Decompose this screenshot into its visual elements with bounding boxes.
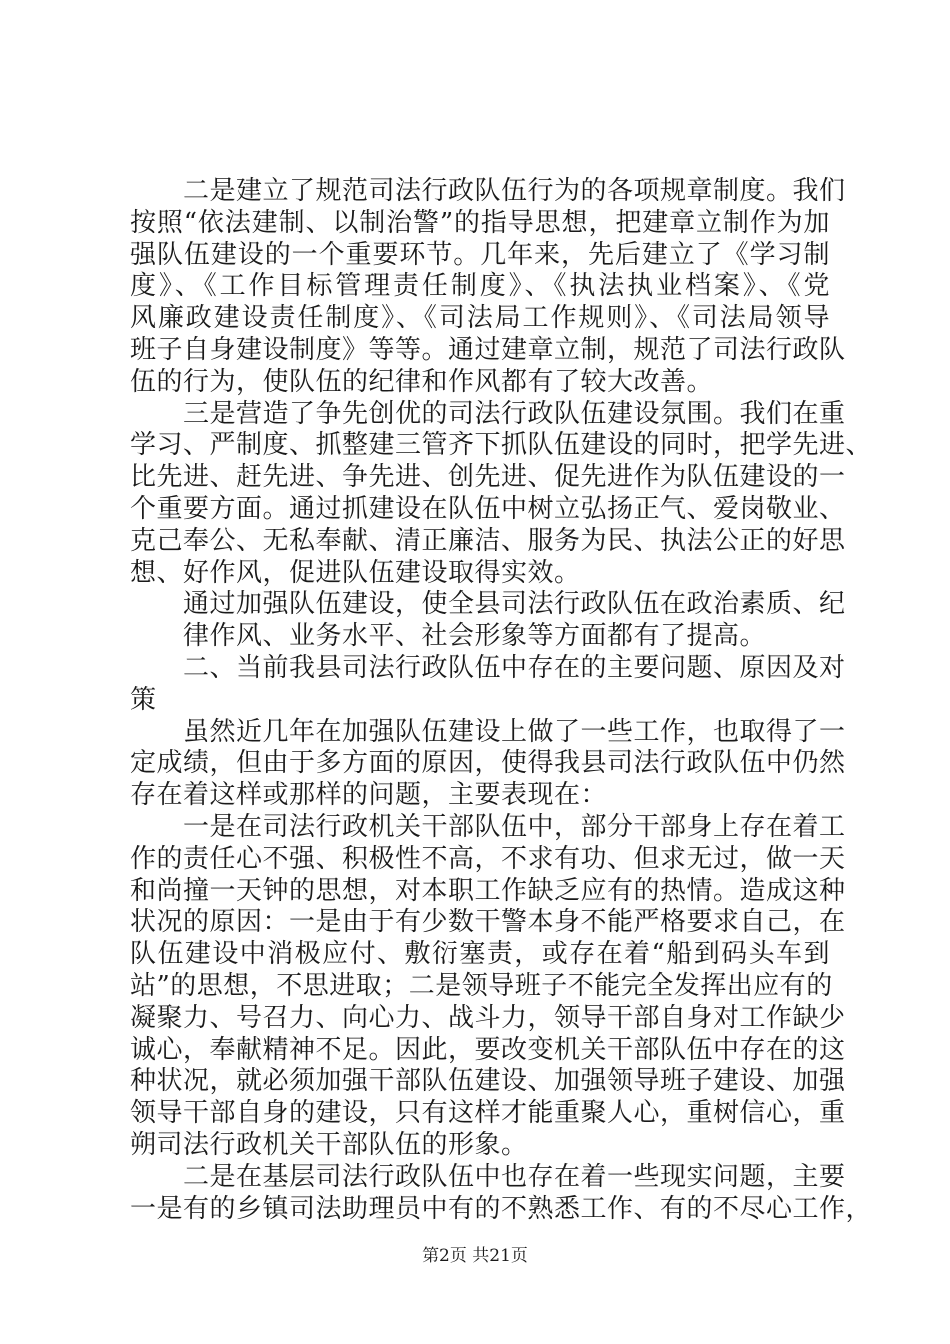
page-footer: 第2页 共21页 — [422, 1246, 528, 1266]
text-line: 三是营造了争先创优的司法行政队伍建设氛围。我们在重 — [130, 398, 846, 429]
section-heading: 策 — [130, 684, 157, 715]
text-line: 领导干部自身的建设，只有这样才能重聚人心，重树信心，重 — [130, 1098, 846, 1129]
text-line: 种状况，就必须加强干部队伍建设、加强领导班子建设、加强 — [130, 1066, 846, 1097]
text-line: 作的责任心不强、积极性不高，不求有功、但求无过，做一天 — [130, 843, 846, 874]
text-line: 存在着这样或那样的问题，主要表现在： — [130, 780, 608, 811]
text-line: 凝聚力、号召力、向心力、战斗力，领导干部自身对工作缺少 — [130, 1002, 846, 1033]
text-line: 状况的原因：一是由于有少数干警本身不能严格要求自己，在 — [130, 907, 846, 938]
text-line: 伍的行为，使队伍的纪律和作风都有了较大改善。 — [130, 366, 714, 397]
text-line: 通过加强队伍建设，使全县司法行政队伍在政治素质、纪 — [130, 589, 846, 620]
text-line: 朔司法行政机关干部队伍的形象。 — [130, 1130, 528, 1160]
text-line: 比先进、赶先进、争先进、创先进、促先进作为队伍建设的一 — [130, 462, 846, 493]
text-line: 克己奉公、无私奉献、清正廉洁、服务为民、执法公正的好思 — [130, 525, 846, 556]
text-line: 强队伍建设的一个重要环节。几年来，先后建立了《学习制 — [130, 239, 830, 270]
text-line: 站”的思想，不思进取；二是领导班子不能完全发挥出应有的 — [130, 971, 833, 1001]
text-line: 想、好作风，促进队伍建设取得实效。 — [130, 557, 581, 588]
text-line: 个重要方面。通过抓建设在队伍中树立弘扬正气、爱岗敬业、 — [130, 494, 846, 524]
text-line: 二是建立了规范司法行政队伍行为的各项规章制度。我们 — [130, 176, 846, 206]
text-line: 一是有的乡镇司法助理员中有的不熟悉工作、有的不尽心工作， — [130, 1193, 873, 1224]
text-line: 队伍建设中消极应付、敷衍塞责，或存在着“船到码头车到 — [130, 939, 830, 970]
text-line: 按照“依法建制、以制治警”的指导思想，把建章立制作为加 — [130, 207, 830, 238]
text-line: 虽然近几年在加强队伍建设上做了一些工作，也取得了一 — [130, 716, 846, 747]
text-line: 班子自身建设制度》等等。通过建章立制，规范了司法行政队 — [130, 335, 846, 365]
text-line: 和尚撞一天钟的思想，对本职工作缺乏应有的热情。造成这种 — [130, 875, 846, 906]
text-line: 度》、《工作目标管理责任制度》、《执法执业档案》、《党 — [130, 271, 830, 302]
text-line: 二是在基层司法行政队伍中也存在着一些现实问题，主要 — [130, 1161, 846, 1192]
text-line: 律作风、业务水平、社会形象等方面都有了提高。 — [130, 621, 767, 652]
text-line: 风廉政建设责任制度》、《司法局工作规则》、《司法局领导 — [130, 303, 830, 334]
text-line: 定成绩，但由于多方面的原因，使得我县司法行政队伍中仍然 — [130, 748, 846, 779]
text-line: 学习、严制度、抓整建三管齐下抓队伍建设的同时，把学先进、 — [130, 430, 873, 461]
text-line: 一是在司法行政机关干部队伍中，部分干部身上存在着工 — [130, 812, 846, 842]
text-line: 诚心，奉献精神不足。因此，要改变机关干部队伍中存在的这 — [130, 1034, 846, 1065]
section-heading: 二、当前我县司法行政队伍中存在的主要问题、原因及对 — [130, 653, 846, 683]
